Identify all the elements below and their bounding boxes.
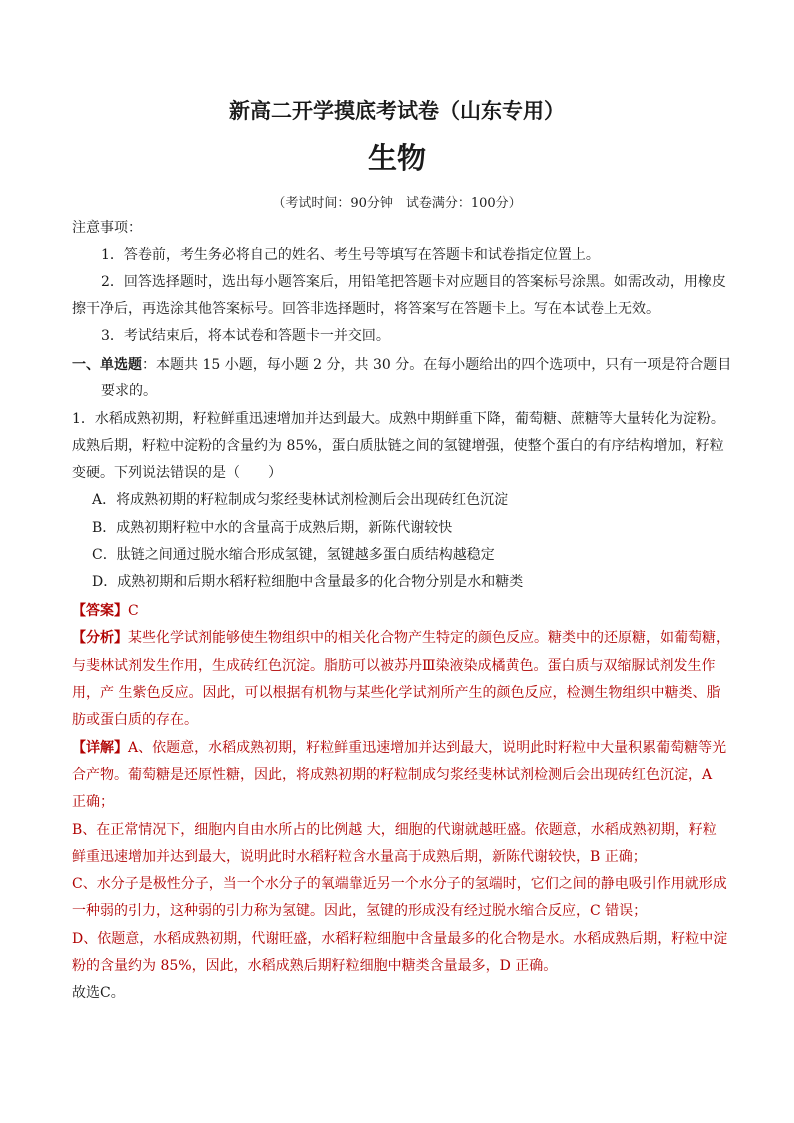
detail-line-6: C、水分子是极性分子，当一个水分子的氧端靠近另一个水分子的氢端时，它们之间的静电吸引作用就形成 (72, 876, 727, 892)
detail-text-1: A、依题意，水稻成熟初期，籽粒鲜重迅速增加并达到最大，说明此时籽粒中大量积累葡萄糖等光 (128, 740, 727, 756)
note-item-2: 2．回答选择题时，选出每小题答案后，用铅笔把答题卡对应题目的答案标号涂黑。如需改动，用橡皮 (101, 274, 726, 290)
detail-tag: 【详解】 (72, 740, 128, 756)
note-item-2-cont: 擦干净后，再选涂其他答案标号。回答非选择题时，将答案写在答题卡上。写在本试卷上无效。 (72, 301, 660, 317)
analysis-text-1: 某些化学试剂能够使生物组织中的相关化合物产生特定的颜色反应。糖类中的还原糖，如葡萄糖， (128, 630, 730, 646)
notes-heading: 注意事项： (72, 220, 142, 236)
analysis-line-2: 与斐林试剂发生作用，生成砖红色沉淀。脂肪可以被苏丹Ⅲ染液染成橘黄色。蛋白质与双缩脲试剂发生作 (72, 658, 716, 674)
question-stem-line-3: 变硬。下列说法错误的是（ ） (72, 465, 282, 481)
analysis-tag: 【分析】 (72, 630, 128, 646)
option-a: A．将成熟初期的籽粒制成匀浆经斐林试剂检测后会出现砖红色沉淀 (92, 492, 509, 508)
detail-line-4: B、在正常情况下，细胞内自由水所占的比例越 大，细胞的代谢就越旺盛。依题意，水稻成熟初期，籽粒 (72, 822, 717, 838)
section-heading (72, 355, 731, 375)
detail-conclusion: 故选C。 (72, 985, 125, 1001)
detail-line-7: 一种弱的引力，这种弱的引力称为氢键。因此，氢键的形成没有经过脱水缩合反应，C 错误； (72, 903, 648, 919)
exam-info: （考试时间：90分钟 试卷满分：100分） (272, 196, 522, 211)
analysis-line-3: 用，产 生紫色反应。因此，可以根据有机物与某些化学试剂所产生的颜色反应，检测生物组织中糖类、脂 (72, 685, 721, 701)
question-stem-line-2: 成熟后期，籽粒中淀粉的含量约为 85%，蛋白质肽链之间的氢键增强，使整个蛋白的有序结构增加，籽粒 (72, 438, 724, 454)
subject-heading: 生物 (367, 141, 426, 175)
exam-title: 新高二开学摸底考试卷（山东专用） (229, 99, 565, 123)
section-text: ：本题共 15 小题，每小题 2 分，共 30 分。在每小题给出的四个选项中，只有一项是符合题目 (142, 357, 732, 373)
note-item-3: 3．考试结束后，将本试卷和答题卡一并交回。 (101, 328, 390, 344)
option-d: D．成熟初期和后期水稻籽粒细胞中含量最多的化合物分别是水和糖类 (92, 574, 524, 590)
analysis-line-1 (72, 628, 730, 648)
detail-line-9: 粉的含量约为 85%，因此，水稻成熟后期籽粒细胞中糖类含量最多，D 正确。 (72, 958, 558, 974)
detail-line-5: 鲜重迅速增加并达到最大，说明此时水稻籽粒含水量高于成熟后期，新陈代谢较快，B 正确； (72, 849, 647, 865)
section-text-cont: 要求的。 (101, 383, 157, 399)
option-b: B．成熟初期籽粒中水的含量高于成熟后期，新陈代谢较快 (92, 520, 453, 536)
analysis-line-4: 肪或蛋白质的存在。 (72, 712, 198, 728)
answer-tag: 【答案】 (72, 603, 128, 619)
section-label: 一、单选题 (72, 357, 142, 373)
detail-line-1 (72, 738, 726, 758)
detail-line-8: D、依题意，水稻成熟初期，代谢旺盛，水稻籽粒细胞中含量最多的化合物是水。水稻成熟后期，籽粒中淀 (72, 931, 728, 947)
note-item-1: 1．答卷前，考生务必将自己的姓名、考生号等填写在答题卡和试卷指定位置上。 (101, 247, 600, 263)
detail-line-3: 正确； (72, 794, 114, 810)
answer-line (72, 601, 139, 621)
answer-value: C (128, 603, 139, 619)
detail-line-2: 合产物。葡萄糖是还原性糖，因此，将成熟初期的籽粒制成匀浆经斐林试剂检测后会出现砖红色沉淀，A (72, 767, 713, 783)
question-stem-line-1: 1．水稻成熟初期，籽粒鲜重迅速增加并达到最大。成熟中期鲜重下降，葡萄糖、蔗糖等大量转化为淀粉。 (72, 411, 725, 427)
option-c: C．肽链之间通过脱水缩合形成氢键，氢键越多蛋白质结构越稳定 (92, 547, 495, 563)
